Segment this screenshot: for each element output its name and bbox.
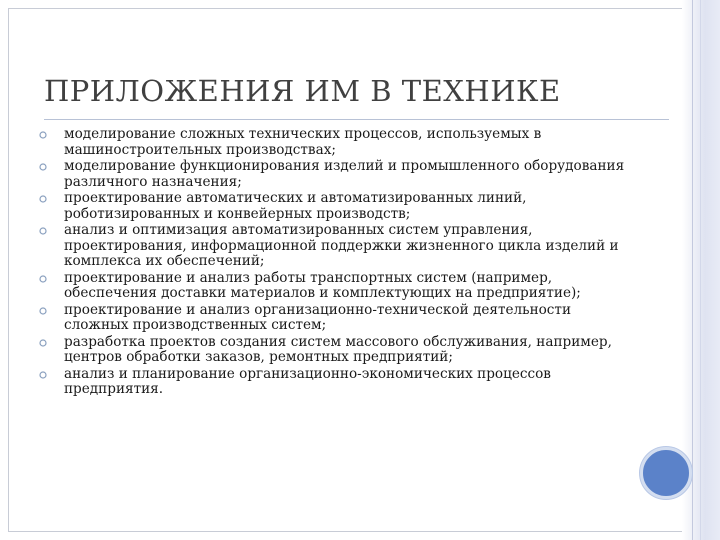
list-item	[36, 159, 636, 190]
bullet-list	[36, 127, 636, 399]
list-item	[36, 271, 636, 302]
list-item-text: анализ и планирование организационно-экономических процессов предприятия.	[64, 365, 551, 397]
title-divider	[44, 119, 669, 120]
list-item-text: проектирование автоматических и автоматизированных линий, роботизированных и конвейерных производств;	[64, 190, 527, 222]
bullet-circle-icon	[39, 163, 47, 171]
list-item	[36, 303, 636, 334]
list-item-text: моделирование функционирования изделий и промышленного оборудования различного назначения;	[64, 158, 625, 190]
list-item	[36, 127, 636, 158]
bullet-circle-icon	[39, 307, 47, 315]
list-item-text: разработка проектов создания систем массового обслуживания, например, центров обработки заказов, ремонтных предприятий;	[64, 333, 612, 365]
decorative-circle	[640, 447, 692, 499]
bullet-circle-icon	[39, 131, 47, 139]
list-item	[36, 367, 636, 398]
list-item	[36, 223, 636, 270]
list-item-text: проектирование и анализ работы транспортных систем (например, обеспечения доставки материалов и комплектующих на предприятие);	[64, 269, 581, 301]
bullet-circle-icon	[39, 195, 47, 203]
list-item-text: моделирование сложных технических процессов, используемых в машиностроительных производствах;	[64, 126, 542, 158]
list-item	[36, 191, 636, 222]
bullet-circle-icon	[39, 371, 47, 379]
list-item-text: анализ и оптимизация автоматизированных систем управления, проектирования, информационной поддержки жизненного цикла изделий и комплекса их обеспечений;	[64, 222, 619, 269]
bullet-circle-icon	[39, 275, 47, 283]
list-item	[36, 335, 636, 366]
list-item-text: проектирование и анализ организационно-технической деятельности сложных производственных систем;	[64, 301, 572, 333]
slide-title: ПРИЛОЖЕНИЯ ИМ В ТЕХНИКЕ	[44, 74, 561, 108]
bullet-circle-icon	[39, 227, 47, 235]
bullet-circle-icon	[39, 339, 47, 347]
